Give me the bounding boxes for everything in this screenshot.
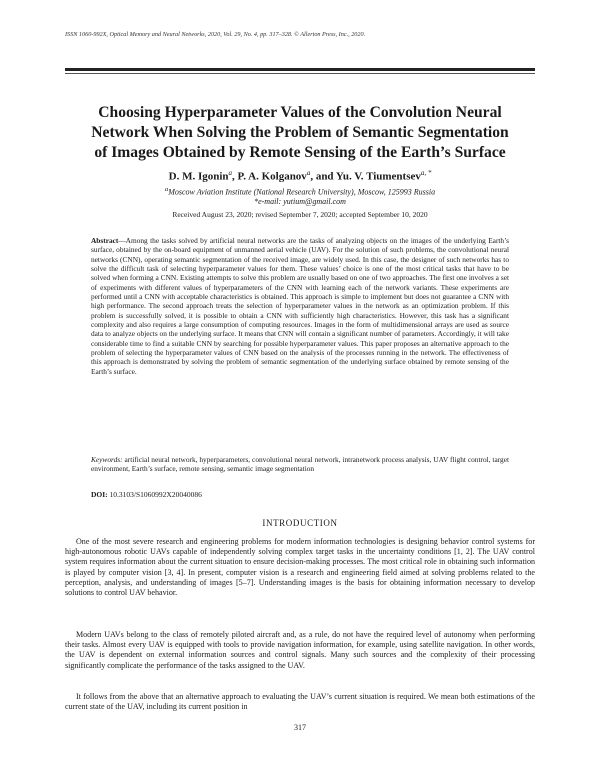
abstract-label: Abstract (91, 236, 119, 245)
author-name: D. M. Igonin (168, 170, 229, 183)
author-separator: , and (310, 170, 336, 183)
header-rule-thick (65, 68, 535, 71)
abstract (91, 236, 509, 376)
title-line: Network When Solving the Problem of Semantic Segmentation (91, 124, 509, 141)
affiliation-marker: a (228, 169, 233, 177)
body-paragraph: Modern UAVs belong to the class of remotely piloted aircraft and, as a rule, do not have the required level of autonomy when performing their tasks. Almost every UAV is equipped with tools to provide navigation information, for example, using satellite navigation. In other words, the UAV is dependent on external information sources and control signals. Many such sources and the complexity of their processing significantly complicate the performance of the tasks assigned to the UAV. (65, 630, 535, 670)
keywords-label: Keywords: (91, 455, 123, 464)
page-number: 317 (294, 723, 306, 732)
keywords-text: artificial neural network, hyperparameters, convolutional neural network, intranetwork process analysis, UAV flight control, target environment, Earth’s surface, remote sensing, semantic image segmentation (91, 455, 509, 474)
abstract-text: —Among the tasks solved by artificial neural networks are the tasks of analyzing objects on the images of the underlying Earth’s surface, obtained by the on-board equipment of unmanned aerial vehicle (UAV). For the solution of such problems, the convolutional neural networks (CNN), operating semantic segmentation of the received image, are widely used. In this case, the designer of such networks has to solve the difficult task of selecting hyperparameter values for them. These values’ choice is one of the most critical tasks that have to be solved when forming a CNN. Existing attempts to solve this problem are usually based on one of two approaches. The first one involves a set of experiments with different values of hyperparameters of the CNN with learning each of the network variants. These experiments are performed until a CNN with acceptable characteristics is obtained. This approach is simple to implement but does not guarantee a CNN with high performance. The second approach treats the selection of hyperparameter values in the network as an optimization problem. If this problem is successfully solved, it is possible to obtain a CNN with sufficiently high characteristics. However, this task has a significant complexity and also requires a large consumption of computing resources. Images in the form of multidimensional arrays are used as source data to analyze objects on the underlying surface. It means that CNN will contain a significant number of parameters. Accordingly, it will take considerable time to find a suitable CNN by searching for possible hyperparameter values. This paper proposes an alternative approach to the problem of selecting the hyperparameter values of CNN based on the analysis of the processes running in the network. The effectiveness of this approach is demonstrated by solving the problem of semantic segmentation of the underlying surface obtained by remote sensing of the Earth’s surface. (91, 236, 509, 376)
journal-header-line: ISSN 1060-992X, Optical Memory and Neural Networks, 2020, Vol. 29, No. 4, pp. 317–328. © Allerton Press, Inc., 2020. (65, 31, 366, 38)
affiliation-text: Moscow Aviation Institute (National Research University), Moscow, 125993 Russia (168, 187, 436, 197)
doi-value: 10.3103/S1060992X20040086 (107, 490, 202, 499)
title-line: Choosing Hyperparameter Values of the Convolution Neural (98, 104, 502, 121)
body-paragraph: One of the most severe research and engineering problems for modern information technologies is designing behavior control systems for high-autonomous robotic UAVs capable of independently solving complex target tasks in the uncertainty conditions [1, 2]. The UAV control system requires information about the current situation to ensure decision-making processes. The most critical role in obtaining such information is played by computer vision [3, 4]. In present, computer vision is a research and engineering field aimed at solving problems related to the perception, analysis, and understanding of images [5–7]. Understanding images is the basis for obtaining information necessary to develop solutions to control UAV behavior. (65, 537, 535, 598)
doi (91, 490, 509, 500)
received-dates: Received August 23, 2020; revised September 7, 2020; accepted September 10, 2020 (172, 210, 428, 219)
affiliation-marker: a, * (420, 169, 432, 177)
affiliation-marker: a (306, 169, 311, 177)
title-line: of Images Obtained by Remote Sensing of the Earth’s Surface (94, 144, 506, 161)
doi-label: DOI: (91, 490, 108, 499)
keywords (91, 455, 509, 474)
author-email: *e-mail: yutium@gmail.com (254, 197, 346, 206)
author-name: P. A. Kolganov (237, 170, 307, 183)
author-name: Yu. V. Tiumentsev (335, 170, 421, 183)
paper-title (55, 103, 545, 163)
affiliation-marker: a (164, 186, 169, 193)
header-rule-thin (65, 73, 535, 74)
author-separator: , (232, 170, 238, 183)
author-list (65, 167, 535, 184)
section-heading-introduction: INTRODUCTION (262, 518, 338, 528)
author-affiliation (65, 185, 535, 198)
body-paragraph: It follows from the above that an alternative approach to evaluating the UAV’s current situation is required. We mean both estimations of the current state of the UAV, including its current position in (65, 692, 535, 712)
